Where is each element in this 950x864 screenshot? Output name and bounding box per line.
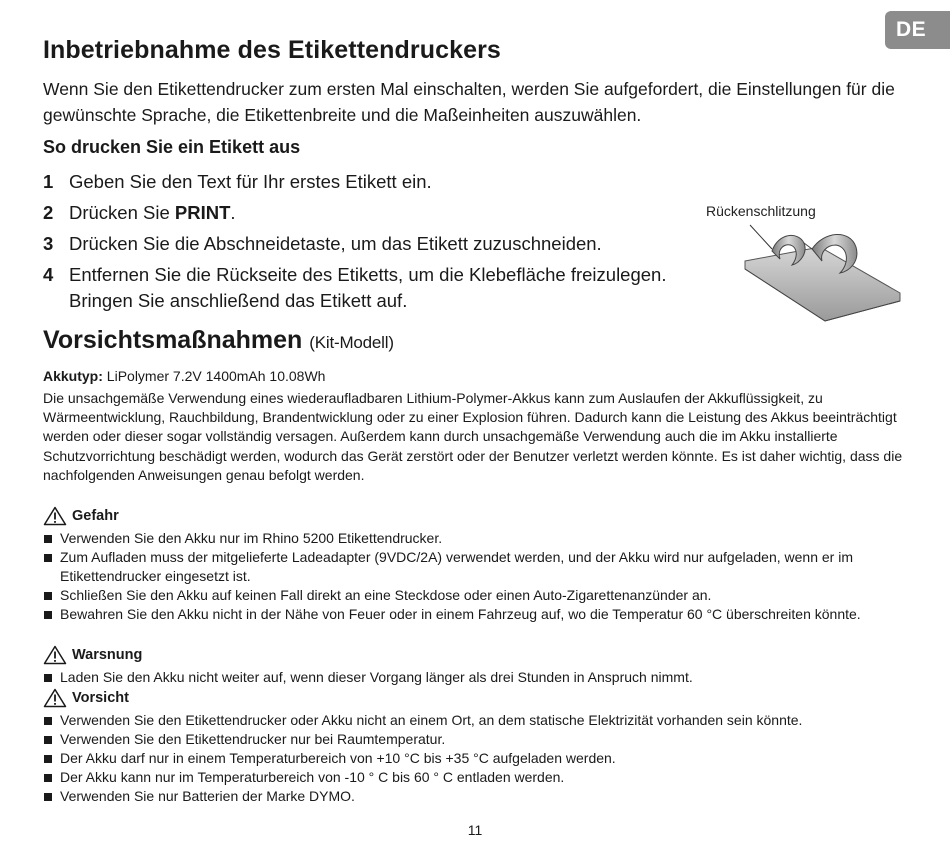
setup-title: Inbetriebnahme des Etikettendruckers — [43, 36, 501, 64]
list-item: Verwenden Sie den Etikettendrucker nur bei Raumtemperatur. — [43, 730, 909, 749]
step-2 — [43, 200, 683, 226]
figure-label: Rückenschlitzung — [706, 203, 816, 219]
print-title: So drucken Sie ein Etikett aus — [43, 137, 301, 157]
precautions-title-text: Vorsichtsmaßnahmen — [43, 326, 303, 354]
battery-type-value: LiPolymer 7.2V 1400mAh 10.08Wh — [102, 368, 326, 384]
warning-list — [43, 668, 909, 687]
step-text: Entfernen Sie die Rückseite des Etiketts, um die Klebefläche freizulegen. Bringen Sie anschließend das Etikett auf. — [69, 264, 667, 311]
warning-triangle-icon — [43, 506, 67, 526]
page-number: 11 — [467, 822, 483, 838]
battery-type-label: Akkutyp: — [43, 368, 103, 384]
warning-triangle-icon — [43, 645, 67, 665]
step-text: Drücken Sie die Abschneidetaste, um das Etikett zuzuschneiden. — [69, 233, 602, 254]
step-number: 2 — [43, 202, 54, 223]
caution-heading — [43, 688, 129, 708]
setup-intro: Wenn Sie den Etikettendrucker zum ersten Mal einschalten, werden Sie aufgefordert, die Einstellungen für die gewünschte Sprache, die Etikettenbreite und die Maßeinheiten auszuwählen. — [43, 79, 895, 125]
danger-list — [43, 529, 909, 624]
step-text-pre: Drücken Sie — [69, 202, 175, 223]
list-item: Verwenden Sie den Akku nur im Rhino 5200 Etikettendrucker. — [43, 529, 909, 548]
list-item: Der Akku darf nur in einem Temperaturbereich von +10 °C bis +35 °C aufgeladen werden. — [43, 749, 909, 768]
list-item: Verwenden Sie den Etikettendrucker oder Akku nicht an einem Ort, an dem statische Elektrizität vorhanden sein könnte. — [43, 711, 909, 730]
list-item: Bewahren Sie den Akku nicht in der Nähe von Feuer oder in einem Fahrzeug auf, wo die Temperatur 60 °C überschreiten könnte. — [43, 605, 909, 624]
list-item: Der Akku kann nur im Temperaturbereich von -10 ° C bis 60 ° C entladen werden. — [43, 768, 909, 787]
caution-list — [43, 711, 909, 806]
precautions-title — [43, 326, 394, 355]
list-item: Schließen Sie den Akku auf keinen Fall direkt an eine Steckdose oder einen Auto-Zigarettenanzünder an. — [43, 586, 909, 605]
print-steps — [43, 169, 683, 314]
step-number: 4 — [43, 264, 54, 285]
step-4 — [43, 262, 683, 314]
step-text-post: . — [230, 202, 236, 223]
step-1 — [43, 169, 683, 195]
danger-heading-text: Gefahr — [72, 508, 119, 524]
step-3 — [43, 231, 683, 257]
precautions-subtitle: (Kit-Modell) — [309, 333, 394, 352]
precautions-paragraph: Die unsachgemäße Verwendung eines wiederaufladbaren Lithium-Polymer-Akkus kann zum Auslaufen der Akkuflüssigkeit, zu Wärmeentwicklung, Rauchbildung, Brandentwicklung oder zu einer Explosion führen. Dadurch kann die Leistung des Akkus beeinträchtigt werden oder dieser sogar vollständig versagen. Außerdem kann durch unsachgemäße Verwendung auch die im Akku installierte Schutzvorrichtung beschädigt werden, wodurch das Gerät zerstört oder der Benutzer verletzt werden könnte. Es ist daher wichtig, dass die nachfolgenden Anweisungen genau befolgt werden. — [43, 390, 903, 483]
step-number: 3 — [43, 233, 54, 254]
warning-triangle-icon — [43, 688, 67, 708]
list-item: Verwenden Sie nur Batterien der Marke DYMO. — [43, 787, 909, 806]
caution-heading-text: Vorsicht — [72, 690, 129, 706]
language-tab: DE — [885, 11, 950, 49]
step-text: Geben Sie den Text für Ihr erstes Etikett ein. — [69, 171, 432, 192]
print-key-label: PRINT — [174, 202, 231, 223]
label-peel-illustration — [700, 203, 910, 323]
step-number: 1 — [43, 171, 54, 192]
label-backing-figure — [700, 203, 910, 323]
list-item: Laden Sie den Akku nicht weiter auf, wenn dieser Vorgang länger als drei Stunden in Anspruch nimmt. — [43, 668, 909, 687]
warning-heading — [43, 645, 142, 665]
battery-type — [43, 367, 909, 386]
warning-heading-text: Warsnung — [72, 647, 143, 663]
danger-heading — [43, 506, 119, 526]
list-item: Zum Aufladen muss der mitgelieferte Ladeadapter (9VDC/2A) verwendet werden, und der Akku wird nur aufgeladen, wenn er im Etikettendrucker eingesetzt ist. — [43, 548, 909, 586]
